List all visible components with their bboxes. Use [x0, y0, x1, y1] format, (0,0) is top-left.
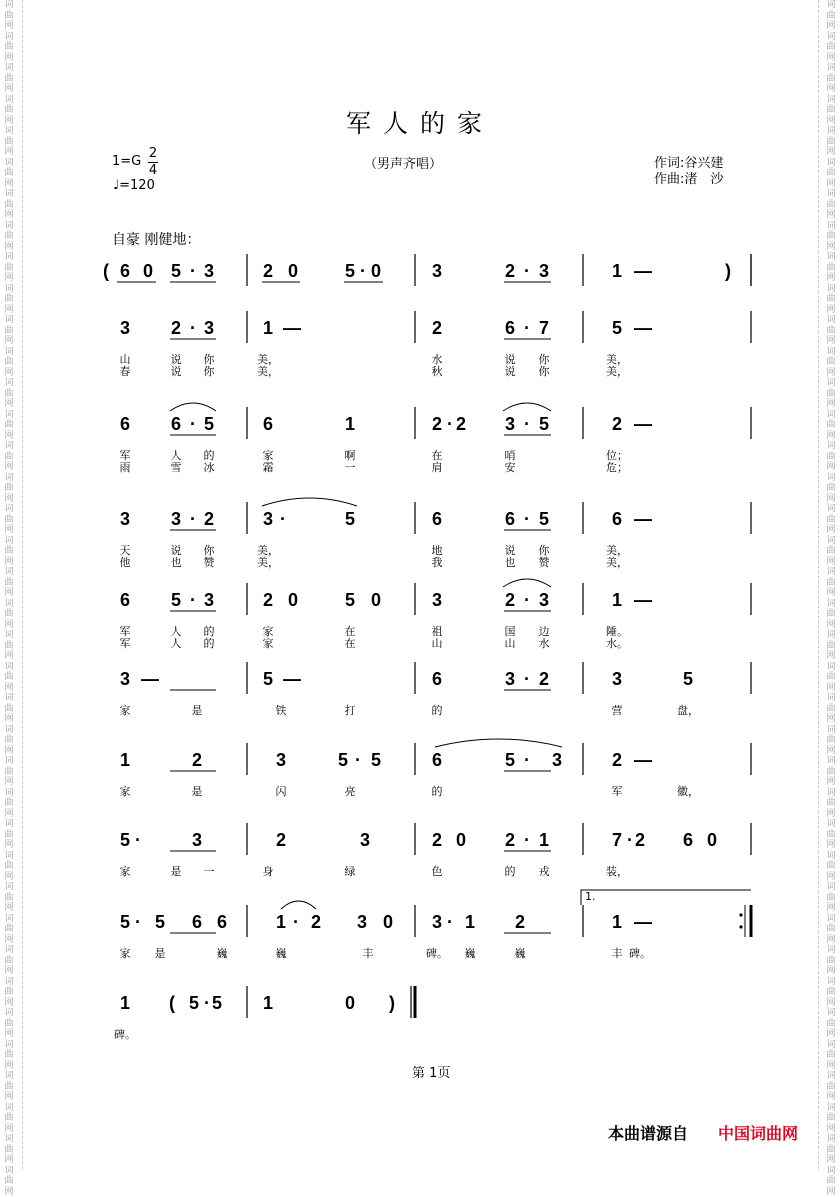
lyric-char: 家: [262, 637, 274, 650]
lyric-char: 水: [538, 637, 550, 650]
note: 3: [504, 669, 516, 689]
dot-mark: ·: [524, 318, 530, 338]
lyric-char: 祖: [431, 625, 443, 638]
note: 3: [504, 414, 516, 434]
expression-mark: 自豪 刚健地：: [112, 232, 201, 248]
lyric-char: 打: [344, 704, 356, 717]
slur-arc: [435, 739, 562, 747]
note: 3: [431, 590, 443, 610]
note: 6: [119, 414, 131, 434]
note: ): [389, 993, 395, 1013]
note: 0: [370, 590, 382, 610]
dot-mark: ·: [447, 414, 453, 434]
lyric-char: 冰: [203, 461, 215, 474]
lyric-char: 在: [344, 637, 356, 650]
lyric-char: 亮: [344, 785, 356, 798]
lyric-char: 你: [538, 365, 550, 378]
note: 6: [431, 509, 443, 529]
slur-arc: [170, 403, 216, 411]
note: 3: [359, 830, 371, 850]
lyric-char: 军: [119, 625, 131, 638]
lyric-char: 铁: [275, 704, 287, 717]
note: 2: [275, 830, 287, 850]
dash-mark: —: [634, 509, 652, 529]
note: 3: [431, 912, 443, 932]
note: 3: [203, 318, 215, 338]
note: 5: [262, 669, 274, 689]
lyric-char: 我: [431, 556, 443, 569]
repeat-dot: [739, 913, 742, 916]
quarter-note-icon: ♩: [113, 178, 120, 193]
note: 1: [119, 993, 131, 1013]
note: 6: [431, 750, 443, 770]
dash-mark: —: [634, 750, 652, 770]
note: 0: [455, 830, 467, 850]
lyric-char: 说: [504, 353, 516, 366]
note: 3: [203, 590, 215, 610]
note: 6: [682, 830, 694, 850]
lyric-char: 边: [538, 625, 550, 638]
lyric-char: 位；: [606, 449, 628, 462]
lyric-char: 你: [538, 353, 550, 366]
lyric-char: 天: [119, 544, 131, 557]
lyric-char: 霜: [262, 461, 274, 474]
lyric-char: 山: [504, 637, 516, 650]
dash-mark: —: [141, 669, 159, 689]
dot-mark: ·: [280, 509, 286, 529]
note: 3: [538, 590, 550, 610]
note: 6: [170, 414, 182, 434]
note: 0: [382, 912, 394, 932]
lyric-char: 他: [119, 556, 131, 569]
note: 2: [431, 414, 443, 434]
note: 5: [682, 669, 694, 689]
note: 5: [611, 318, 623, 338]
lyric-char: 山: [119, 353, 131, 366]
note: 1: [611, 590, 623, 610]
dot-mark: ·: [293, 912, 299, 932]
dot-mark: ·: [190, 261, 196, 281]
lyric-char: 的: [203, 449, 215, 462]
note: 1: [275, 912, 287, 932]
dot-mark: ·: [524, 830, 530, 850]
repeat-dot: [739, 925, 742, 928]
note: 3: [431, 261, 443, 281]
dot-mark: ·: [524, 414, 530, 434]
lyric-char: 你: [203, 365, 215, 378]
dot-mark: ·: [447, 912, 453, 932]
lyric-char: 绿: [344, 865, 356, 878]
lyric-char: 你: [203, 544, 215, 557]
note: 5: [370, 750, 382, 770]
note: 1: [119, 750, 131, 770]
lyric-char: 家: [119, 704, 131, 717]
note: 1: [344, 414, 356, 434]
note: 6: [611, 509, 623, 529]
dash-mark: —: [283, 318, 301, 338]
note: 0: [287, 590, 299, 610]
lyric-char: 水。: [606, 637, 628, 650]
note: 3: [119, 509, 131, 529]
lyric-char: 军: [119, 637, 131, 650]
lyric-char: 美，: [606, 365, 628, 378]
note: 2: [191, 750, 203, 770]
dot-mark: ·: [524, 669, 530, 689]
note: 6: [119, 590, 131, 610]
dash-mark: —: [634, 318, 652, 338]
dash-mark: —: [283, 669, 301, 689]
note: 3: [551, 750, 563, 770]
note: 2: [431, 318, 443, 338]
lyric-char: 人: [170, 637, 182, 650]
watermark-left: 词曲网词曲网词曲网词曲网词曲网词曲网词曲网词曲网词曲网词曲网词曲网词曲网词曲网词曲网词曲网词曲网词曲网词曲网词曲网词曲网词曲网词曲网词曲网词曲网词曲网词曲网词曲网词曲网词曲网词曲网词曲网词曲网词曲网词曲网词曲网词曲网词曲网词曲网: [4, 0, 14, 1197]
note: 5: [211, 993, 223, 1013]
dot-mark: ·: [627, 830, 633, 850]
note: ): [725, 261, 731, 281]
lyric-char: 碑。: [629, 947, 651, 960]
lyric-char: 陲。: [606, 625, 628, 638]
lyric-char: 家: [262, 625, 274, 638]
lyric-char: 的: [504, 865, 516, 878]
note: 2: [455, 414, 467, 434]
volta-bracket: [581, 890, 751, 905]
page-number: 第 1页: [412, 1066, 451, 1081]
lyric-char: 美，: [606, 353, 628, 366]
note: 6: [431, 669, 443, 689]
lyric-char: 美，: [606, 556, 628, 569]
note: 6: [216, 912, 228, 932]
lyric-char: 说: [504, 365, 516, 378]
lyric-char: 啊: [344, 449, 356, 462]
note: 2: [538, 669, 550, 689]
lyric-char: 说: [504, 544, 516, 557]
note: 3: [203, 261, 215, 281]
dash-mark: —: [634, 414, 652, 434]
lyric-char: 肩: [431, 461, 443, 474]
note: 1: [262, 318, 274, 338]
note: 6: [262, 414, 274, 434]
lyric-char: 哨: [504, 449, 516, 462]
lyric-char: 巍: [275, 947, 287, 960]
note: 3: [356, 912, 368, 932]
note: 2: [262, 261, 274, 281]
dash-mark: —: [634, 261, 652, 281]
note: 3: [262, 509, 274, 529]
note: 5: [344, 590, 356, 610]
lyric-char: 你: [203, 353, 215, 366]
lyric-char: 雨: [119, 461, 131, 474]
lyric-char: 美，: [257, 544, 279, 557]
tempo-value: =120: [119, 178, 155, 193]
slur-arc: [503, 403, 551, 411]
lyric-char: 营: [611, 704, 623, 717]
note: (: [103, 261, 109, 281]
lyric-char: 巍: [514, 947, 526, 960]
lyricist-credit: 作词:谷兴建: [654, 156, 724, 171]
note: 5: [119, 830, 131, 850]
dash-mark: —: [634, 912, 652, 932]
note: 3: [119, 318, 131, 338]
lyric-char: 水: [431, 353, 443, 366]
note: 6: [504, 509, 516, 529]
note: 0: [344, 993, 356, 1013]
lyric-char: 家: [119, 785, 131, 798]
dot-mark: ·: [524, 750, 530, 770]
slur-arc: [503, 579, 551, 587]
lyric-char: 美，: [606, 544, 628, 557]
note: 6: [504, 318, 516, 338]
note: 2: [203, 509, 215, 529]
lyric-char: 说: [170, 365, 182, 378]
note: 2: [504, 830, 516, 850]
note: 2: [514, 912, 526, 932]
note: 1: [611, 261, 623, 281]
composer-credit: 作曲:渚 沙: [654, 172, 724, 187]
note: 2: [310, 912, 322, 932]
lyric-char: 危；: [606, 461, 628, 474]
note: 3: [119, 669, 131, 689]
dot-mark: ·: [355, 750, 361, 770]
lyric-char: 在: [344, 625, 356, 638]
note: 0: [142, 261, 154, 281]
note: 1: [611, 912, 623, 932]
watermark-right: 词曲网词曲网词曲网词曲网词曲网词曲网词曲网词曲网词曲网词曲网词曲网词曲网词曲网词曲网词曲网词曲网词曲网词曲网词曲网词曲网词曲网词曲网词曲网词曲网词曲网词曲网词曲网词曲网词曲网词曲网词曲网词曲网词曲网词曲网词曲网词曲网词曲网词曲网: [826, 0, 836, 1197]
note: 2: [634, 830, 646, 850]
lyric-char: 巍: [464, 947, 476, 960]
note: 1: [464, 912, 476, 932]
lyric-char: 徽，: [677, 785, 699, 798]
note: 5: [538, 509, 550, 529]
lyric-char: 山: [431, 637, 443, 650]
lyric-char: 军: [611, 785, 623, 798]
lyric-char: 家: [119, 947, 131, 960]
lyric-char: 一: [344, 461, 356, 474]
lyric-char: 装，: [606, 865, 628, 878]
lyric-char: 安: [504, 461, 516, 474]
lyric-char: 美，: [257, 365, 279, 378]
dot-mark: ·: [524, 261, 530, 281]
lyric-char: 春: [119, 365, 131, 378]
lyric-char: 是: [191, 704, 203, 717]
source-label: 本曲谱源自: [608, 1124, 689, 1143]
note: (: [169, 993, 175, 1013]
note: 5: [154, 912, 166, 932]
note: 2: [611, 414, 623, 434]
dot-mark: ·: [204, 993, 210, 1013]
note: 3: [538, 261, 550, 281]
note: 0: [706, 830, 718, 850]
lyric-char: 丰: [611, 947, 623, 960]
slur-arc: [281, 901, 316, 909]
note: 2: [262, 590, 274, 610]
slur-arc: [262, 498, 357, 506]
lyric-char: 身: [262, 865, 274, 878]
lyric-char: 也: [170, 556, 182, 569]
lyric-char: 是: [154, 947, 166, 960]
note: 3: [611, 669, 623, 689]
lyric-char: 的: [431, 785, 443, 798]
lyric-char: 的: [431, 704, 443, 717]
dot-mark: ·: [190, 509, 196, 529]
note: 2: [504, 590, 516, 610]
lyric-char: 赞: [538, 556, 550, 569]
lyric-char: 的: [203, 625, 215, 638]
note: 5: [170, 261, 182, 281]
lyric-char: 盘，: [677, 704, 699, 717]
note: 5: [203, 414, 215, 434]
lyric-char: 在: [431, 449, 443, 462]
lyric-char: 也: [504, 556, 516, 569]
lyric-char: 一: [203, 865, 215, 878]
note: 5: [504, 750, 516, 770]
lyric-char: 说: [170, 544, 182, 557]
note: 3: [191, 830, 203, 850]
lyric-char: 地: [431, 544, 443, 557]
dot-mark: ·: [135, 912, 141, 932]
key-signature: 1=G: [112, 154, 142, 169]
note: 5: [119, 912, 131, 932]
dot-mark: ·: [360, 261, 366, 281]
note: 5: [538, 414, 550, 434]
note: 2: [431, 830, 443, 850]
note: 3: [170, 509, 182, 529]
lyric-char: 人: [170, 625, 182, 638]
note: 6: [119, 261, 131, 281]
lyric-char: 人: [170, 449, 182, 462]
dot-mark: ·: [135, 830, 141, 850]
time-signature-bottom: 4: [148, 163, 158, 178]
dot-mark: ·: [190, 318, 196, 338]
song-title: 军人的家: [345, 109, 494, 138]
volta-label: 1.: [585, 890, 596, 903]
dot-mark: ·: [190, 414, 196, 434]
lyric-char: 闪: [275, 785, 287, 798]
lyric-char: 雪: [170, 461, 182, 474]
lyric-char: 赞: [203, 556, 215, 569]
lyric-char: 美，: [257, 353, 279, 366]
note: 1: [538, 830, 550, 850]
lyric-char: 说: [170, 353, 182, 366]
dot-mark: ·: [524, 509, 530, 529]
lyric-char: 碑。: [426, 947, 448, 960]
note: 0: [287, 261, 299, 281]
lyric-char: 巍: [216, 947, 228, 960]
source-site-link[interactable]: 中国词曲网: [718, 1124, 799, 1143]
lyric-char: 丰: [362, 947, 374, 960]
note: 5: [188, 993, 200, 1013]
lyric-char: 是: [191, 785, 203, 798]
song-subtitle: （男声齐唱）: [364, 157, 443, 172]
lyric-char: 国: [504, 625, 516, 638]
dot-mark: ·: [524, 590, 530, 610]
note: 2: [611, 750, 623, 770]
dot-mark: ·: [190, 590, 196, 610]
note: 6: [191, 912, 203, 932]
lyric-char: 美，: [257, 556, 279, 569]
lyric-char: 家: [119, 865, 131, 878]
note: 5: [344, 261, 356, 281]
note: 5: [337, 750, 349, 770]
dash-mark: —: [634, 590, 652, 610]
lyric-char: 色: [431, 865, 443, 878]
lyric-char: 军: [119, 449, 131, 462]
note: 1: [262, 993, 274, 1013]
note: 5: [344, 509, 356, 529]
time-signature-top: 2: [148, 146, 158, 161]
lyric-char: 你: [538, 544, 550, 557]
note: 2: [504, 261, 516, 281]
lyric-char: 家: [262, 449, 274, 462]
note: 5: [170, 590, 182, 610]
note: 0: [370, 261, 382, 281]
lyric-char: 的: [203, 637, 215, 650]
lyric-char: 是: [170, 865, 182, 878]
lyric-char: 秋: [431, 365, 443, 378]
note: 7: [611, 830, 623, 850]
note: 3: [275, 750, 287, 770]
lyric-char: 碑。: [114, 1028, 136, 1041]
note: 2: [170, 318, 182, 338]
note: 7: [538, 318, 550, 338]
lyric-char: 戎: [538, 865, 550, 878]
